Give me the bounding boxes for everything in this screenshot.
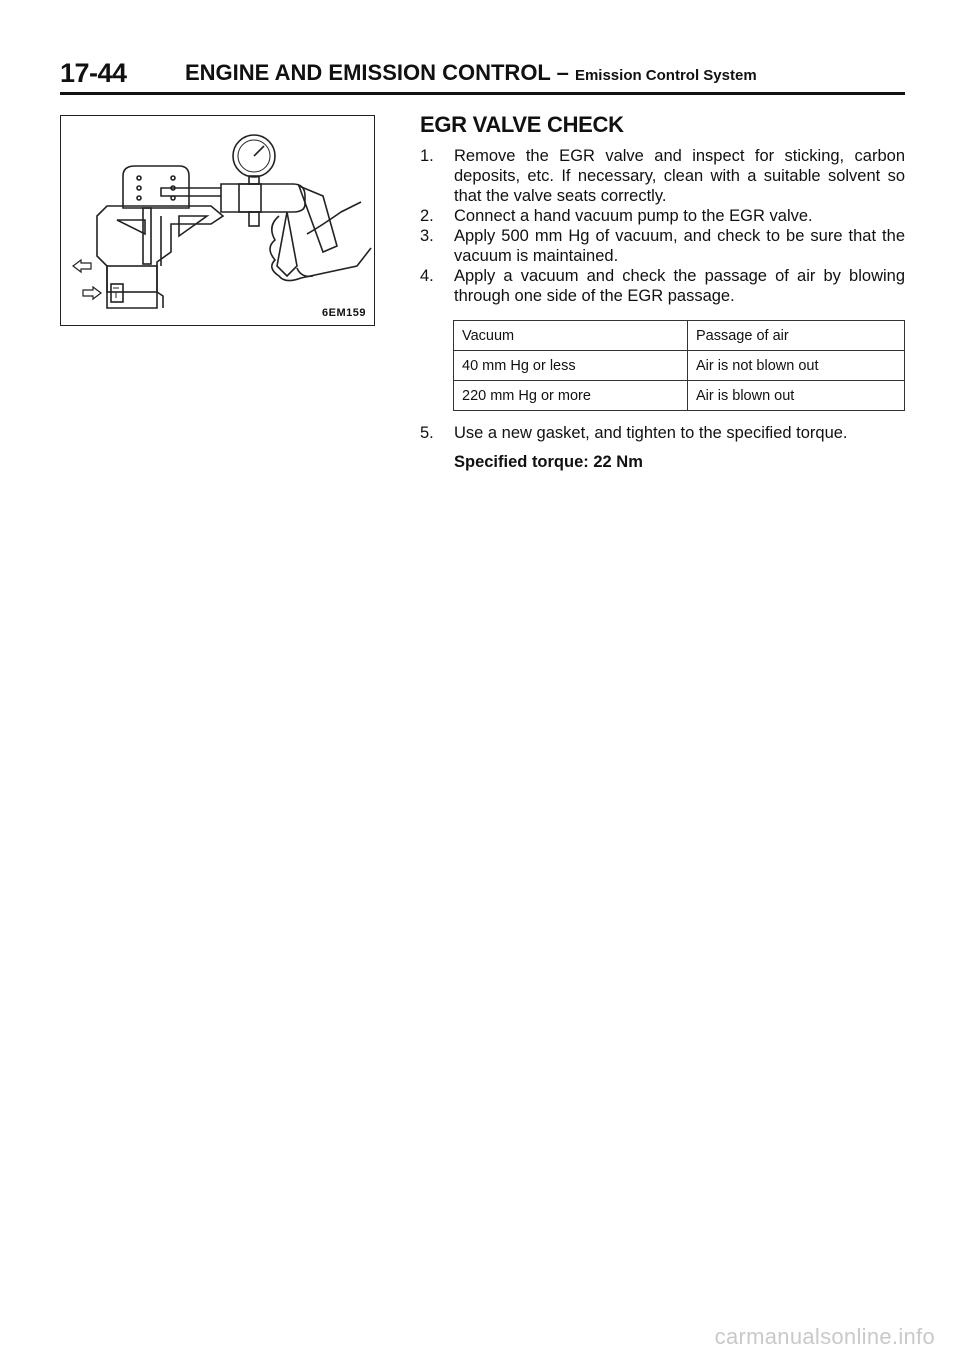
table-cell: Air is blown out [688, 381, 905, 411]
page-number: 17-44 [60, 58, 127, 88]
step-text: Apply a vacuum and check the passage of air by blowing through one side of the EGR passage. [454, 267, 905, 305]
section-title: EGR VALVE CHECK [420, 112, 624, 137]
section-name: Emission Control System [574, 67, 757, 84]
step-3 [420, 226, 905, 266]
step-1 [420, 146, 905, 206]
table-header-row [454, 321, 905, 351]
step-text: Connect a hand vacuum pump to the EGR valve. [454, 207, 813, 225]
main-content [420, 112, 905, 472]
procedure-steps [420, 146, 905, 306]
vacuum-spec-table [453, 320, 905, 411]
table-header-cell: Passage of air [688, 321, 905, 351]
step-text: Remove the EGR valve and inspect for sticking, carbon deposits, etc. If necessary, clean with a suitable solvent so that the valve seats correctly. [454, 147, 905, 205]
step-5 [420, 423, 905, 443]
chapter-title [185, 60, 757, 86]
egr-valve-figure [60, 115, 375, 326]
specified-torque: Specified torque: 22 Nm [454, 453, 643, 471]
step-number: 5. [420, 424, 434, 442]
step-text: Apply 500 mm Hg of vacuum, and check to be sure that the vacuum is maintained. [454, 227, 905, 265]
table-cell: 220 mm Hg or more [454, 381, 688, 411]
step-text: Use a new gasket, and tighten to the specified torque. [454, 424, 848, 442]
egr-valve-illustration [61, 116, 373, 324]
chapter-name: ENGINE AND EMISSION CONTROL – [185, 60, 569, 85]
figure-code: 6EM159 [322, 307, 366, 319]
header-rule [60, 92, 905, 95]
step-number: 3. [420, 227, 434, 245]
table-row [454, 351, 905, 381]
step-number: 2. [420, 207, 434, 225]
table-cell: 40 mm Hg or less [454, 351, 688, 381]
table-row [454, 381, 905, 411]
step-number: 4. [420, 267, 434, 285]
step-4 [420, 266, 905, 306]
table-header-cell: Vacuum [454, 321, 688, 351]
site-watermark: carmanualsonline.info [714, 1324, 935, 1349]
step-number: 1. [420, 147, 434, 165]
table-cell: Air is not blown out [688, 351, 905, 381]
step-2 [420, 206, 905, 226]
